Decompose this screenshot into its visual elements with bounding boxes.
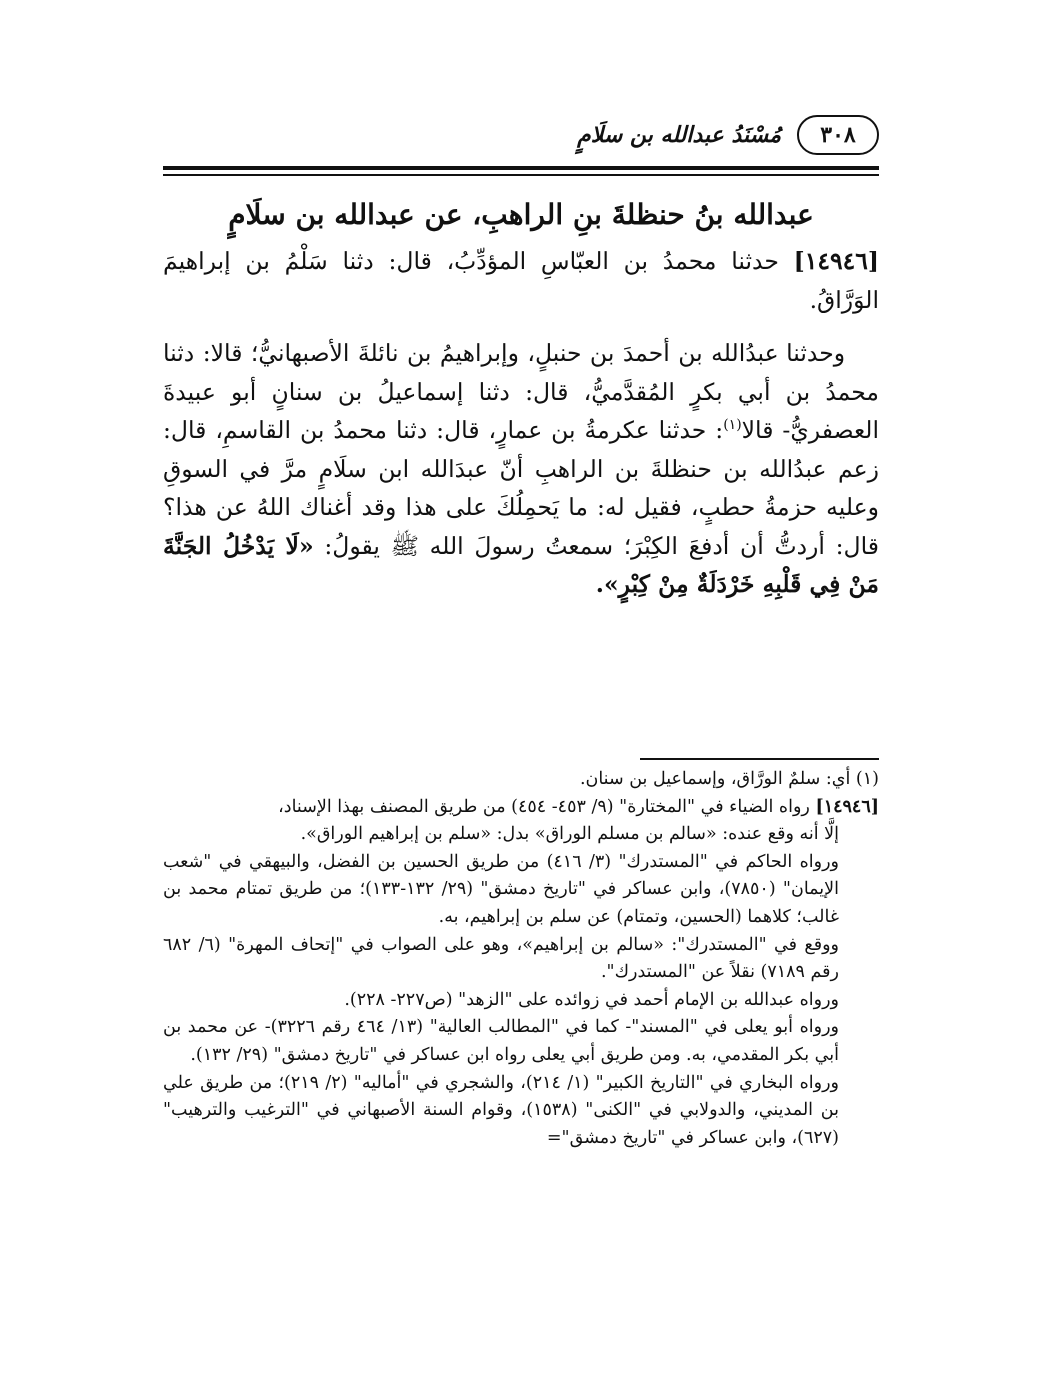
takhrij-number: [١٤٩٤٦]	[815, 796, 879, 817]
isnad-text-2a: وحدثنا عبدُالله بن أحمدَ بن حنبلٍ، وإبراهيمُ بن نائلةَ الأصبهانيُّ؛ قالا: دثنا محمدُ بن أبي بكرٍ المُقدَّميُّ، قال: دثنا إسماعيلُ بن سنانٍ أبو عبيدةَ العصفريُّ- قالا	[163, 339, 879, 444]
takhrij-entry	[163, 794, 879, 822]
takhrij-bukhari: ورواه البخاري في "التاريخ الكبير" (١/ ٢١٤)، والشجري في "أماليه" (٢/ ٢١٩)؛ من طريق علي بن المديني، والدولابي في "الكنى" (١٥٣٨)، وقوام السنة الأصبهاني في "الترغيب والترهيب" (٦٢٧)، وابن عساكر في "تاريخ دمشق"=	[163, 1072, 839, 1148]
footnote-separator	[640, 758, 879, 760]
page-number: ٣٠٨	[797, 115, 879, 155]
takhrij-line-1: رواه الضياء في "المختارة" (٩/ ٤٥٣- ٤٥٤) من طريق المصنف بهذا الإسناد،	[278, 796, 816, 817]
entry-number: [١٤٩٤٦]	[793, 247, 879, 275]
footnote-1: (١) أي: سلمٌ الورَّاق، وإسماعيل بن سنان.	[579, 769, 879, 789]
header-rule-thick	[163, 166, 879, 170]
running-header	[163, 110, 879, 160]
isnad-text-1: حدثنا محمدُ بن العبّاسِ المؤدِّبُ، قال: دثنا سَلْمُ بن إبراهيمَ الوَرَّاقُ.	[163, 247, 879, 314]
takhrij-mustadrak-note: ووقع في "المستدرك": «سالم بن إبراهيم»، وهو على الصواب في "إتحاف المهرة" (٦/ ٦٨٢ رقم ٧١٨٩) نقلاً عن "المستدرك".	[163, 934, 839, 983]
footnotes	[163, 766, 879, 1152]
isnad-paragraph-2	[163, 334, 879, 604]
takhrij-line-2: إلَّا أنه وقع عنده: «سالم بن مسلم الوراق» بدل: «سلم بن إبراهيم الوراق».	[300, 824, 839, 845]
hadith-matn: «لَا يَدْخُلُ الجَنَّةَ مَنْ فِي قَلْبِهِ خَرْدَلَةٌ مِنْ كِبْرٍ».	[163, 531, 879, 598]
chapter-title: عبدالله بنُ حنظلةَ بنِ الراهبِ، عن عبدالله بن سلَامٍ	[228, 198, 814, 231]
running-title: مُسْنَدُ عبدالله بن سلَامٍ	[577, 122, 781, 148]
main-text	[163, 192, 879, 604]
isnad-text-2b: : حدثنا عكرمةُ بن عمارٍ، قال: دثنا محمدُ بن القاسمِ، قال: زعم عبدُالله بن حنظلةَ بن الراهبِ أنّ عبدَالله ابن سلَامٍ مرَّ في السوقِ وعليه حزمةُ حطبٍ، فقيل له: ما يَحمِلُكَ على هذا وقد أغناك اللهُ عن هذا؟ قال: أردتُّ أن أدفعَ الكِبْرَ؛ سمعتُ رسولَ الله ﷺ يقولُ:	[163, 416, 880, 560]
hadith-entry-14946	[163, 242, 879, 319]
header-rule-thin	[163, 174, 879, 176]
takhrij-hakim: ورواه الحاكم في "المستدرك" (٣/ ٤١٦) من طريق الحسين بن الفضل، والبيهقي في "شعب الإيمان" (٧٨٥٠)، وابن عساكر في "تاريخ دمشق" (٢٩/ ١٣٢-١٣٣)؛ من طريق تمتام محمد بن غالب؛ كلاهما (الحسين، وتمتام) عن سلم بن إبراهيم، به.	[163, 851, 839, 927]
takhrij-abu-yala: ورواه أبو يعلى في "المسند"- كما في "المطالب العالية" (١٣/ ٤٦٤ رقم ٣٢٢٦)- عن محمد بن أبي بكر المقدمي، به. ومن طريق أبي يعلى رواه ابن عساكر في "تاريخ دمشق" (٢٩/ ١٣٢).	[163, 1017, 839, 1065]
takhrij-abdullah: ورواه عبدالله بن الإمام أحمد في زوائده على "الزهد" (ص٢٢٧- ٢٢٨).	[344, 989, 839, 1010]
footnote-marker: (١)	[723, 417, 742, 434]
